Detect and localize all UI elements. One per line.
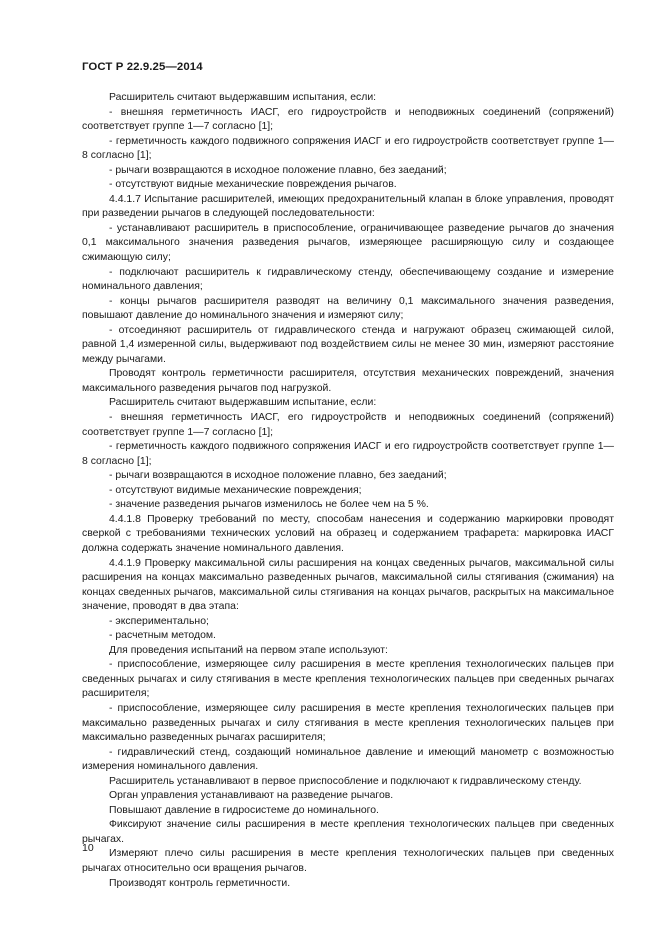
- paragraph: - герметичность каждого подвижного сопряжения ИАСГ и его гидроустройств соответствует группе 1—8 согласно [1];: [82, 135, 614, 162]
- paragraph: Проводят контроль герметичности расширителя, отсутствия механических повреждений, значения максимального разведения рычагов под нагрузкой.: [82, 368, 614, 394]
- paragraph: Орган управления устанавливают на разведение рычагов.: [109, 790, 394, 802]
- paragraph: - рычаги возвращаются в исходное положение плавно, без заеданий;: [109, 470, 447, 482]
- paragraph: Производят контроль герметичности.: [109, 877, 291, 889]
- paragraph: - устанавливают расширитель в приспособление, ограничивающее разведение рычагов до значения 0,1 максимального значения разведения рычагов, измеряющее расширяющую силу и создающее сжимающую силу;: [82, 222, 614, 264]
- paragraph: 4.4.1.8 Проверку требований по месту, способам нанесения и содержанию маркировки проводят сверкой с требованиями технических условий на образец и содержанием трафарета: маркировка ИАСГ должна содержать значение номинального давления.: [82, 513, 614, 554]
- paragraph: - рычаги возвращаются в исходное положение плавно, без заеданий;: [109, 164, 447, 176]
- paragraph: - приспособление, измеряющее силу расширения в месте крепления технологических пальцев при максимально разведенных рычагах и силу стягивания в месте крепления технологических пальцев при максимально разведенных рычагах расширителя;: [82, 702, 614, 744]
- paragraph: Повышают давление в гидросистеме до номинального.: [109, 804, 379, 816]
- paragraph: Расширитель считают выдержавшим испытание, если:: [109, 397, 377, 409]
- document-body: [82, 91, 614, 891]
- paragraph: - внешняя герметичность ИАСГ, его гидроустройств и неподвижных соединений (сопряжений) соответствует группе 1—7 согласно [1];: [82, 106, 614, 133]
- paragraph: - герметичность каждого подвижного сопряжения ИАСГ и его гидроустройств соответствует группе 1—8 согласно [1];: [82, 441, 614, 467]
- page-number: 10: [82, 842, 94, 854]
- paragraph: Фиксируют значение силы расширения в месте крепления технологических пальцев при сведенных рычагах.: [82, 819, 614, 845]
- document-header: ГОСТ Р 22.9.25—2014: [82, 61, 203, 73]
- paragraph: - отсутствуют видные механические повреждения рычагов.: [109, 179, 397, 191]
- paragraph: Измеряют плечо силы расширения в месте крепления технологических пальцев при сведенных рычагах относительно оси вращения рычагов.: [82, 848, 614, 874]
- paragraph: Расширитель считают выдержавшим испытания, если:: [109, 92, 377, 103]
- paragraph: - отсутствуют видимые механические повреждения;: [109, 484, 362, 496]
- paragraph: 4.4.1.7 Испытание расширителей, имеющих предохранительный клапан в блоке управления, проводят при разведении рычагов в следующей последовательности:: [82, 193, 614, 220]
- paragraph: Расширитель устанавливают в первое приспособление и подключают к гидравлическому стенду.: [109, 775, 582, 787]
- paragraph: - внешняя герметичность ИАСГ, его гидроустройств и неподвижных соединений (сопряжений) соответствует группе 1—7 согласно [1];: [82, 412, 614, 438]
- paragraph: - экспериментально;: [109, 615, 209, 627]
- paragraph: 4.4.1.9 Проверку максимальной силы расширения на концах сведенных рычагов, максимальной силы расширения на концах максимально разведенных рычагов, максимальной силы стягивания (сжимания) на концах сведенных рычагов, максимальной силы стягивания на концах рычагов, раскрытых на максимальное значение, проводят в два этапа:: [82, 557, 614, 613]
- paragraph: - приспособление, измеряющее силу расширения в месте крепления технологических пальцев при сведенных рычагах и силу стягивания в месте крепления технологических пальцев при сведенных рычагах расширителя;: [82, 659, 614, 700]
- paragraph: - расчетным методом.: [109, 630, 216, 642]
- paragraph: Для проведения испытаний на первом этапе используют:: [109, 644, 388, 656]
- paragraph: - гидравлический стенд, создающий номинальное давление и имеющий манометр с возможностью измерения номинального давления.: [82, 746, 614, 773]
- paragraph: - концы рычагов расширителя разводят на величину 0,1 максимального значения разведения, повышают давление до номинального значения и измеряют силу;: [82, 295, 614, 322]
- paragraph: - подключают расширитель к гидравлическому стенду, обеспечивающему создание и измерение номинального давления;: [82, 266, 614, 293]
- paragraph: - значение разведения рычагов изменилось не более чем на 5 %.: [109, 499, 429, 511]
- paragraph: - отсоединяют расширитель от гидравлического стенда и нагружают образец сжимающей силой, равной 1,4 измеренной силы, выдерживают под воздействием силы не менее 30 мин, измеряют расстояние между рычагами.: [82, 324, 614, 365]
